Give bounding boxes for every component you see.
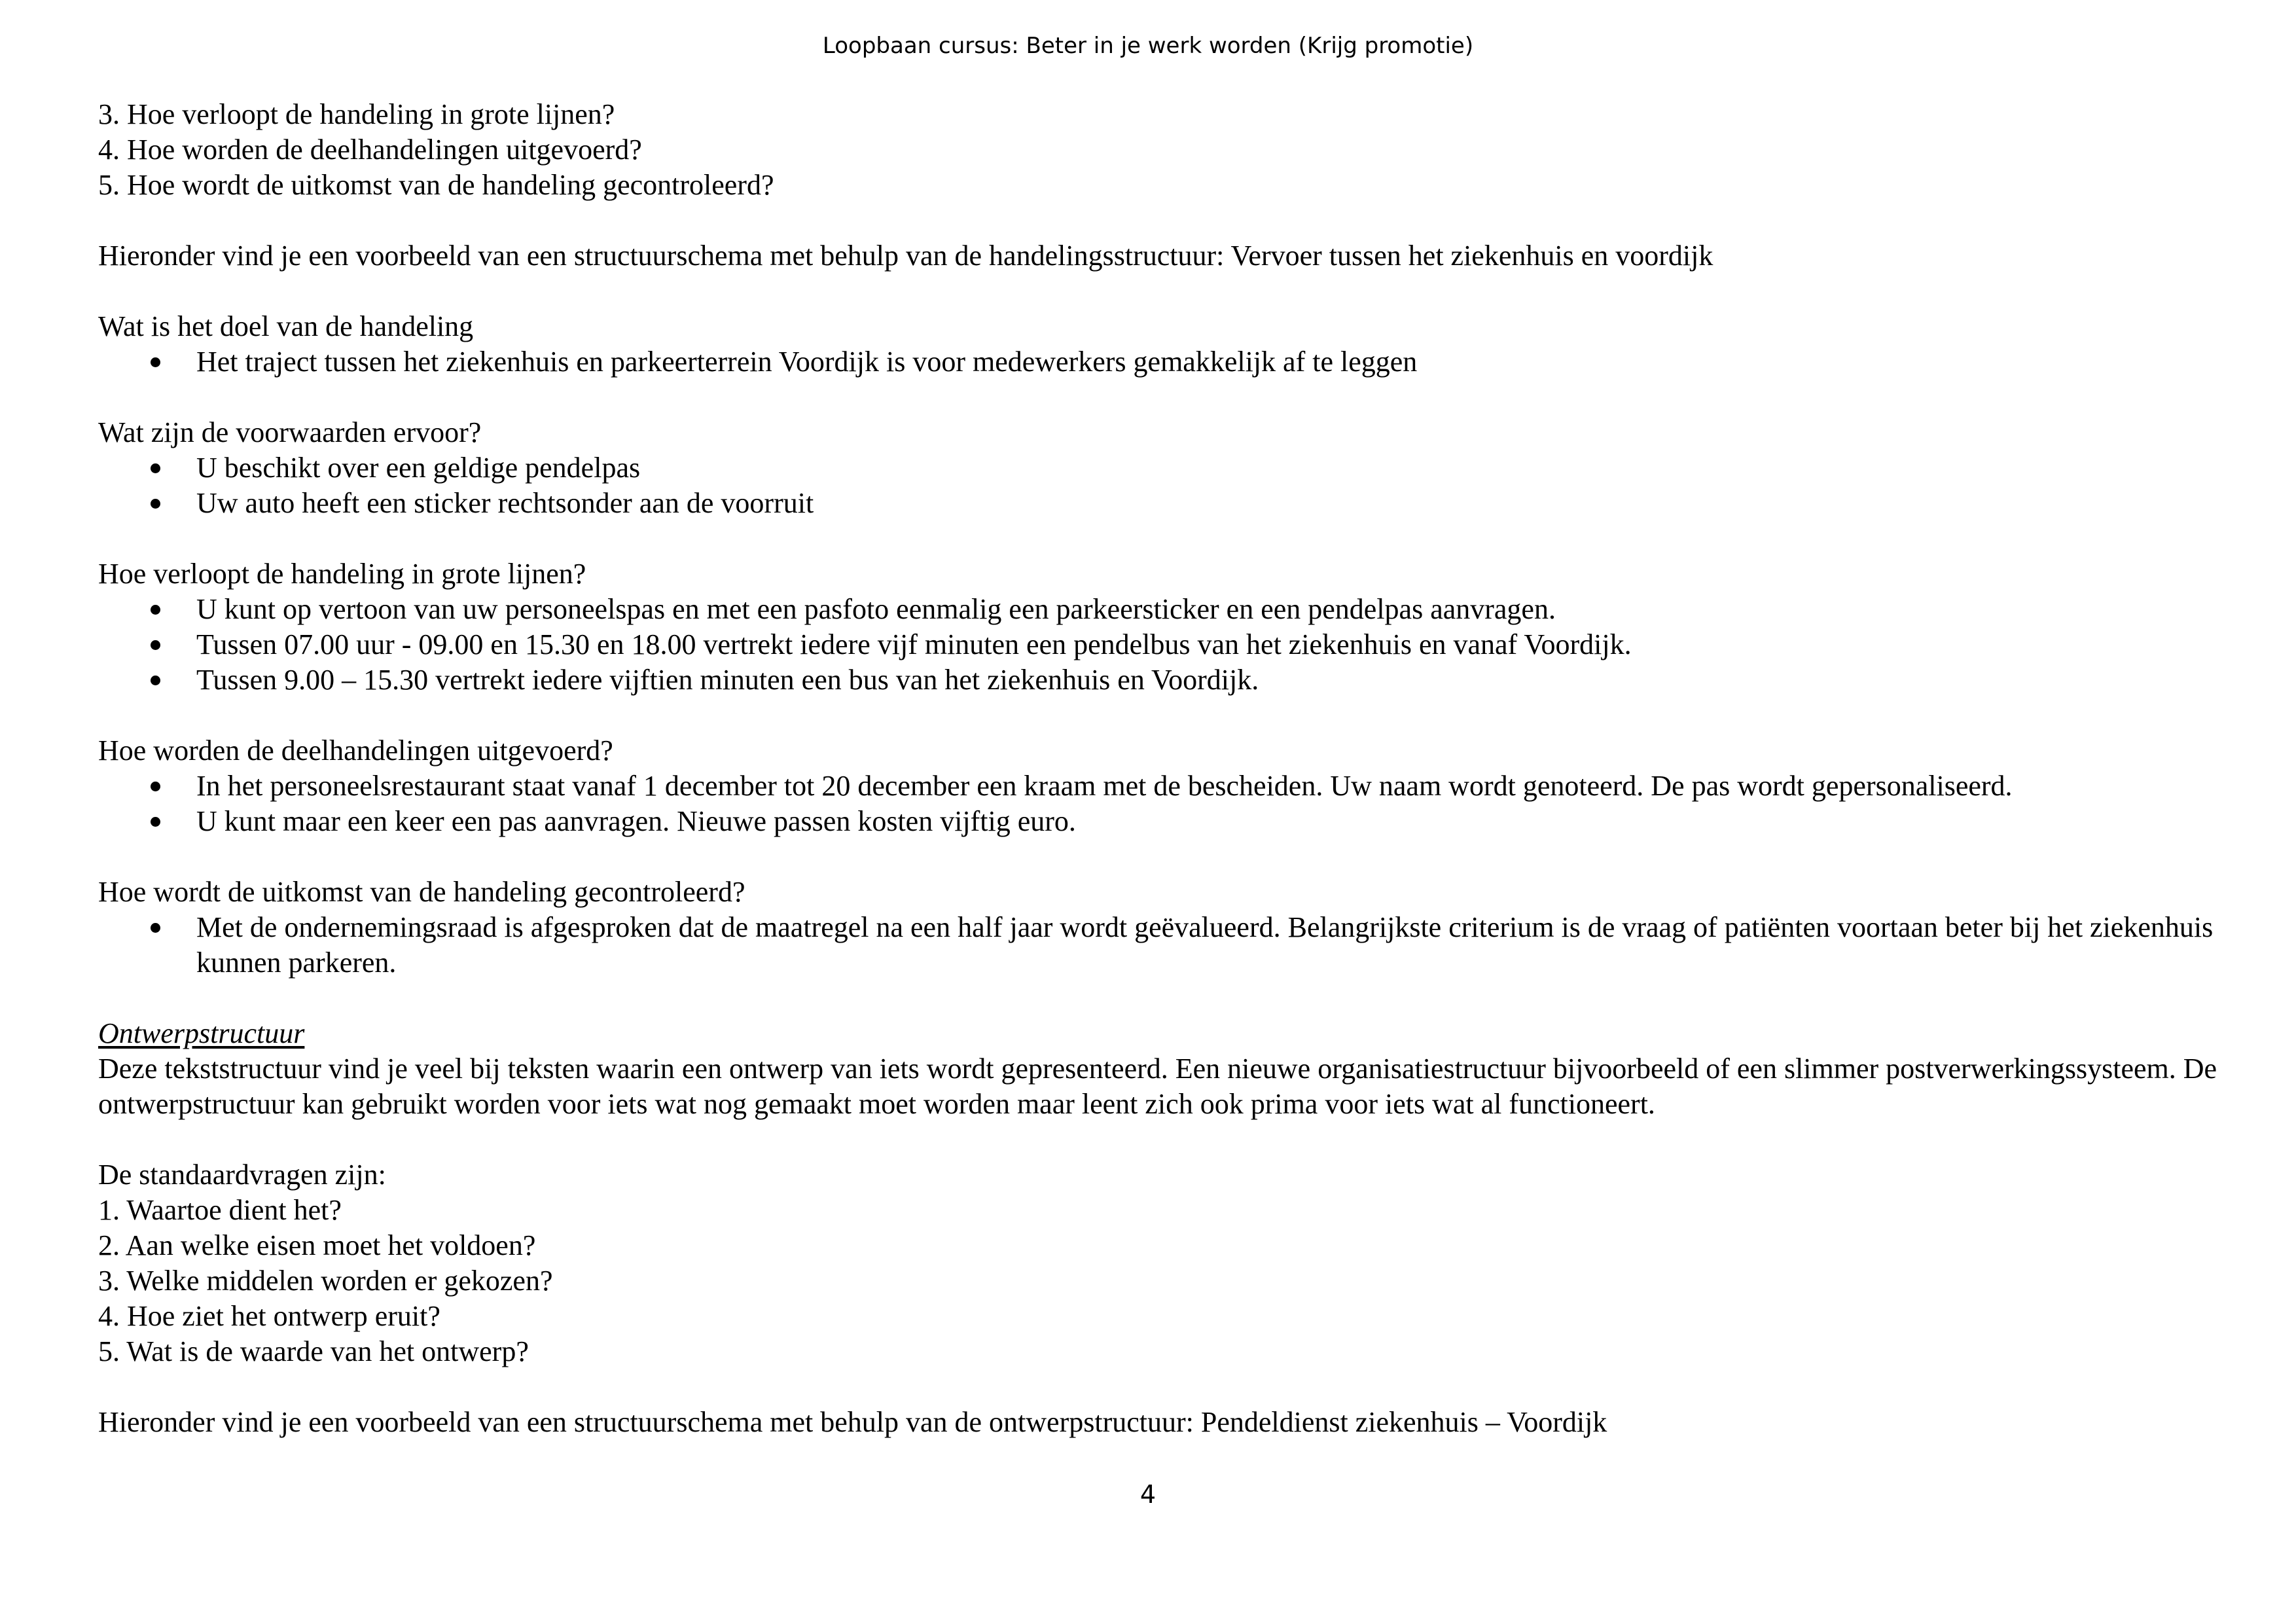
list-item-text: In het personeelsrestaurant staat vanaf 1 december tot 20 december een kraam met de bescheiden. Uw naam wordt genoteerd. De pas wordt gepersonaliseerd. xyxy=(196,770,2013,802)
list-item-text: Het traject tussen het ziekenhuis en parkeerterrein Voordijk is voor medewerkers gemakkelijk af te leggen xyxy=(196,346,1418,378)
list-item xyxy=(196,768,2219,804)
design-question-5: 5. Wat is de waarde van het ontwerp? xyxy=(98,1335,529,1367)
running-header: Loopbaan cursus: Beter in je werk worden (Krijg promotie) xyxy=(822,33,1474,59)
list-item xyxy=(196,804,2219,839)
list-item-text: Tussen 07.00 uur - 09.00 en 15.30 en 18.00 vertrekt iedere vijf minuten een pendelbus van het ziekenhuis en vanaf Voordijk. xyxy=(196,628,1632,660)
bullet-icon xyxy=(151,605,160,615)
design-question-4: 4. Hoe ziet het ontwerp eruit? xyxy=(98,1300,440,1332)
section-question-voorwaarden: Wat zijn de voorwaarden ervoor? xyxy=(98,416,482,448)
bullet-icon xyxy=(151,782,160,791)
intro-question-5: 5. Hoe wordt de uitkomst van de handeling gecontroleerd? xyxy=(98,169,774,201)
list-item xyxy=(196,450,2219,486)
design-paragraph: Deze tekststructuur vind je veel bij teksten waarin een ontwerp van iets wordt gepresenteerd. Een nieuwe organisatiestructuur bijvoorbeeld of een slimmer postverwerkingssysteem. De ontwerpstructuur kan gebruikt worden voor iets wat nog gemaakt moet worden maar leent zich ook prima voor iets wat al functioneert. xyxy=(98,1053,2217,1120)
bullet-icon xyxy=(151,640,160,650)
bullet-icon xyxy=(151,357,160,367)
section-question-doel: Wat is het doel van de handeling xyxy=(98,310,474,342)
bullet-list-voorwaarden xyxy=(98,450,2219,521)
bullet-icon xyxy=(151,923,160,933)
intro-question-4: 4. Hoe worden de deelhandelingen uitgevoerd? xyxy=(98,134,642,166)
design-questions-intro: De standaardvragen zijn: xyxy=(98,1159,386,1191)
example-intro-ontwerp: Hieronder vind je een voorbeeld van een structuurschema met behulp van de ontwerpstructuur: Pendeldienst ziekenhuis – Voordijk xyxy=(98,1406,1607,1438)
design-question-2: 2. Aan welke eisen moet het voldoen? xyxy=(98,1229,536,1261)
list-item xyxy=(196,486,2219,521)
page-content xyxy=(98,97,2219,1440)
bullet-list-verloop xyxy=(98,592,2219,698)
section-question-deelhandelingen: Hoe worden de deelhandelingen uitgevoerd? xyxy=(98,734,613,767)
list-item xyxy=(196,910,2219,981)
bullet-icon xyxy=(151,676,160,685)
design-question-1: 1. Waartoe dient het? xyxy=(98,1194,342,1226)
page-number: 4 xyxy=(1139,1480,1157,1509)
bullet-list-doel xyxy=(98,344,2219,380)
list-item-text: Uw auto heeft een sticker rechtsonder aan de voorruit xyxy=(196,487,814,519)
section-question-uitkomst: Hoe wordt de uitkomst van de handeling gecontroleerd? xyxy=(98,876,745,908)
list-item xyxy=(196,592,2219,627)
intro-question-3: 3. Hoe verloopt de handeling in grote lijnen? xyxy=(98,98,615,130)
bullet-icon xyxy=(151,499,160,509)
section-heading-ontwerpstructuur: Ontwerpstructuur xyxy=(98,1017,305,1049)
list-item-text: U beschikt over een geldige pendelpas xyxy=(196,452,641,484)
list-item-text: Tussen 9.00 – 15.30 vertrekt iedere vijftien minuten een bus van het ziekenhuis en Voordijk. xyxy=(196,664,1259,696)
bullet-icon xyxy=(151,817,160,827)
list-item-text: U kunt maar een keer een pas aanvragen. Nieuwe passen kosten vijftig euro. xyxy=(196,805,1076,837)
bullet-list-uitkomst xyxy=(98,910,2219,981)
list-item xyxy=(196,344,2219,380)
design-question-3: 3. Welke middelen worden er gekozen? xyxy=(98,1265,553,1297)
list-item xyxy=(196,627,2219,662)
example-intro-handeling: Hieronder vind je een voorbeeld van een structuurschema met behulp van de handelingsstructuur: Vervoer tussen het ziekenhuis en voordijk xyxy=(98,240,1713,272)
list-item-text: Met de ondernemingsraad is afgesproken dat de maatregel na een half jaar wordt geëvalueerd. Belangrijkste criterium is de vraag of patiënten voortaan beter bij het ziekenhuis kunnen parkeren. xyxy=(196,911,2214,979)
section-question-verloop: Hoe verloopt de handeling in grote lijnen? xyxy=(98,558,586,590)
bullet-list-deelhandelingen xyxy=(98,768,2219,839)
bullet-icon xyxy=(151,463,160,473)
list-item xyxy=(196,662,2219,698)
list-item-text: U kunt op vertoon van uw personeelspas en met een pasfoto eenmalig een parkeersticker en een pendelpas aanvragen. xyxy=(196,593,1556,625)
